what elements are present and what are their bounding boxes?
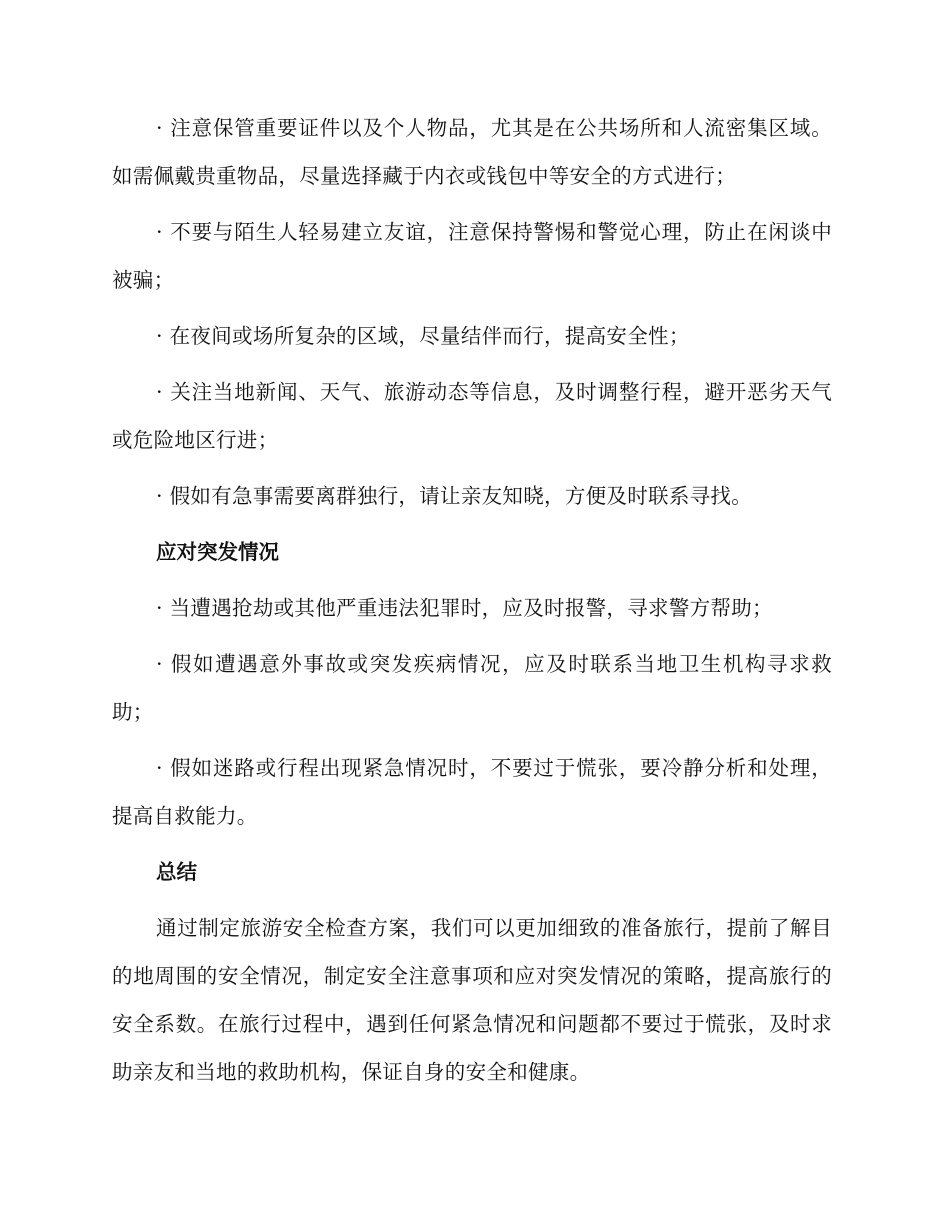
paragraph-gap	[112, 200, 832, 208]
safety-item-solo-travel: · 假如有急事需要离群独行，请让亲友知晓，方便及时联系寻找。	[156, 484, 753, 508]
emergency-heading: 应对突发情况	[156, 540, 279, 564]
paragraph-gap	[112, 576, 832, 584]
emergency-item-accident: · 假如遭遇意外事故或突发疾病情况，应及时联系当地卫生机构寻求救助；	[112, 652, 832, 724]
emergency-item-lost: · 假如迷路或行程出现紧急情况时，不要过于慌张，要冷静分析和处理，提高自救能力。	[112, 756, 832, 828]
paragraph-gap	[112, 896, 832, 904]
summary-paragraph: 通过制定旅游安全检查方案，我们可以更加细致的准备旅行，提前了解目的地周围的安全情况，制定安全注意事项和应对突发情况的策略，提高旅行的安全系数。在旅行过程中，遇到任何紧急情况和问题都不要过于慌张，及时求助亲友和当地的救助机构，保证自身的安全和健康。	[112, 916, 832, 1084]
paragraph-gap	[112, 464, 832, 472]
safety-item-local-news: · 关注当地新闻、天气、旅游动态等信息，及时调整行程，避开恶劣天气或危险地区行进；	[112, 380, 832, 452]
paragraph-gap	[112, 520, 832, 528]
paragraph-gap	[112, 736, 832, 744]
document-page	[112, 104, 832, 1096]
paragraph-gap	[112, 840, 832, 848]
summary-heading: 总结	[156, 860, 197, 884]
paragraph-gap	[112, 304, 832, 312]
safety-item-strangers: · 不要与陌生人轻易建立友谊，注意保持警惕和警觉心理，防止在闲谈中被骗；	[112, 220, 832, 292]
safety-item-night-travel: · 在夜间或场所复杂的区域，尽量结伴而行，提高安全性；	[156, 324, 690, 348]
safety-item-documents: · 注意保管重要证件以及个人物品，尤其是在公共场所和人流密集区域。如需佩戴贵重物品，尽量选择藏于内衣或钱包中等安全的方式进行；	[112, 116, 832, 188]
paragraph-gap	[112, 632, 832, 640]
paragraph-gap	[112, 360, 832, 368]
emergency-item-robbery: · 当遭遇抢劫或其他严重违法犯罪时，应及时报警，寻求警方帮助；	[156, 596, 773, 620]
